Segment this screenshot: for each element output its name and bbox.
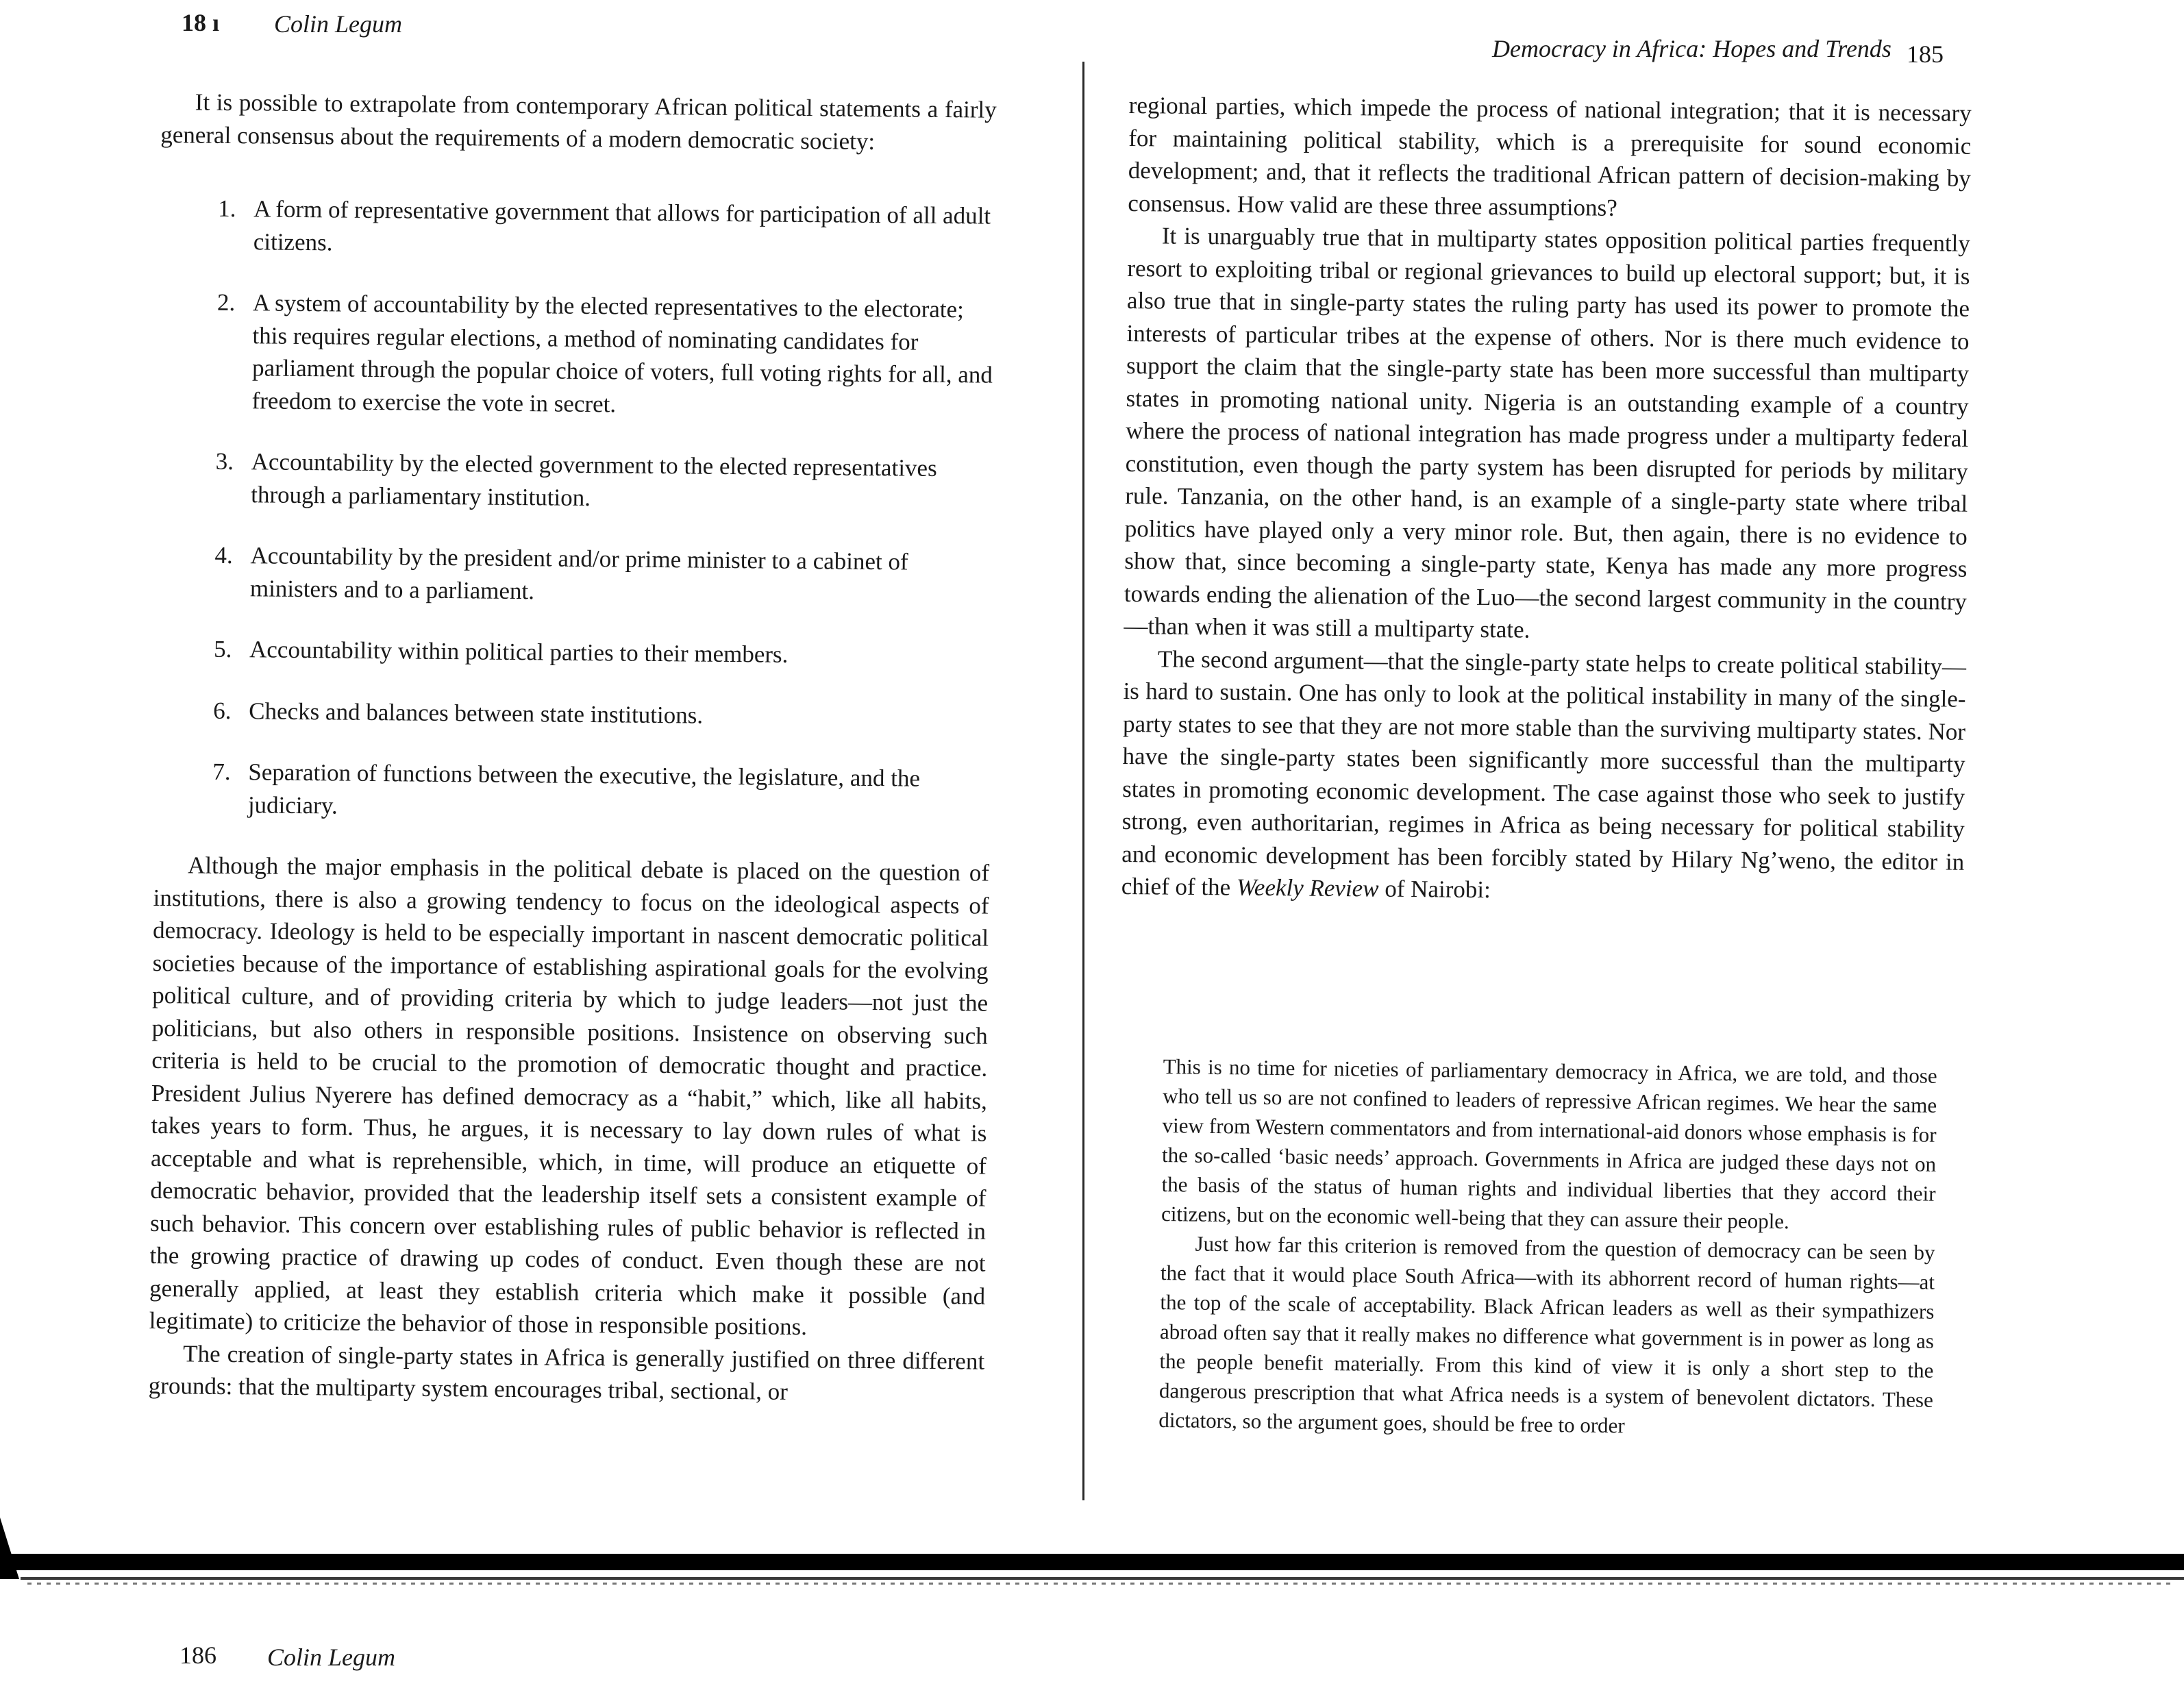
list-item xyxy=(216,286,995,424)
list-item-text: Accountability by the president and/or prime minister to a cabinet of ministers and to a parliament. xyxy=(249,542,908,604)
list-item xyxy=(214,633,991,673)
list-item xyxy=(213,694,991,734)
list-item-number: 6. xyxy=(213,697,232,724)
body-paragraph: It is unarguably true that in multiparty states opposition political parties frequently resort to exploiting tribal or regional grievances to build up electoral support; but, it is also true that in single-party states the ruling party has used its power to promote the interests of particular tribes at the expense of others. Nor is there much evidence to support the claim that the single-party state has been more successful than multiparty states in promoting national unity. Nigeria is an outstanding example of a country where the process of national integration has made progress under a multiparty federal constitution, even though the party system has been disrupted for periods by military rule. Tanzania, on the other hand, is an example of a single-party state where tribal politics have played only a very minor role. But, then again, there is no evidence to show that, since becoming a single-party state, Kenya has made any more progress towards ending the alienation of the Luo—the second largest community in the country—than when it was still a multiparty state. xyxy=(1124,222,1971,643)
right-page-number: 185 xyxy=(1907,40,1944,68)
page-edge-dots xyxy=(27,1583,2170,1585)
right-page xyxy=(1088,0,2184,1686)
list-item xyxy=(215,445,993,518)
body-paragraph: regional parties, which impede the process of national integration; that it is necessary for maintaining political stability, which is a prerequisite for sound economic development; and, that it reflects the traditional African pattern of decision-making by consensus. How valid are these three assumptions? xyxy=(1128,91,1972,221)
intro-paragraph: It is possible to extrapolate from contemporary African political statements a fairly general consensus about the requirements of a modern democratic society: xyxy=(160,88,997,155)
list-item-text: A system of accountability by the elected representatives to the electorate; this requires regular elections, a method of nominating candidates for parliament through the popular choice of voters, full voting rights for all, and freedom to exercise the vote in secret. xyxy=(251,289,993,417)
publication-title: Weekly Review xyxy=(1236,873,1379,902)
requirements-list xyxy=(154,192,996,828)
list-item-text: Checks and balances between state institutions. xyxy=(249,697,704,729)
list-item xyxy=(218,193,996,265)
block-quote xyxy=(1158,1052,1937,1444)
list-item-number: 5. xyxy=(213,635,232,663)
page-edge-band xyxy=(0,1554,2184,1570)
list-item-text: A form of representative government that allows for participation of all adult citizens. xyxy=(253,195,991,256)
left-page-number: 18 ı xyxy=(182,9,220,36)
book-spine xyxy=(1082,62,1084,1500)
list-item-number: 1. xyxy=(218,195,236,223)
list-item-number: 2. xyxy=(216,288,236,317)
body-paragraph: Although the major emphasis in the political debate is placed on the question of institutions, there is also a growing tendency to focus on the ideological aspects of democracy. Ideology is held to be especially important in nascent democratic political societies because of the importance of establishing aspirational goals for the evolving political culture, and of providing criteria by which to judge leaders—not just the politicians, but also others in responsible positions. Insistence on observing such criteria is held to be crucial to the promotion of democratic thought and practice. President Julius Nyerere has defined democracy as a “habit,” which, like all habits, takes years to form. Thus, he argues, it is necessary to lay down rules of what is acceptable and what is reprehensible, which, in time, will produce an etiquette of democratic behavior, provided that the leadership itself sets a consistent example of such behavior. This concern over establishing rules of public behavior is reflected in the growing practice of drawing up codes of conduct. Even though these are not generally applied, at least they establish criteria which make it possible (and legitimate) to criticize the behavior of those in responsible positions. xyxy=(149,852,990,1341)
right-running-head: Democracy in Africa: Hopes and Trends xyxy=(1492,35,1891,62)
left-page xyxy=(0,0,1079,1686)
left-page-body xyxy=(149,86,997,1410)
quote-paragraph: This is no time for niceties of parliamentary democracy in Africa, we are told, and those who tell us so are not confined to leaders of repressive African regimes. We hear the same view from Western commentators and from international-aid donors whose emphasis is for the so-called ‘basic needs’ approach. Governments in Africa are judged these days not on the basis of the status of human rights and individual liberties that they accord their citizens, but on the economic well-being that they can assure their people. xyxy=(1161,1054,1937,1234)
book-edge xyxy=(0,1554,2184,1609)
list-item-text: Separation of functions between the executive, the legislature, and the judiciary. xyxy=(247,758,921,819)
quote-paragraph: Just how far this criterion is removed from the question of democracy can be seen by the fact that it would place South Africa—with its abhorrent record of human rights—at the top of the scale of acceptability. Black African leaders as well as their sympathizers abroad often say that it really makes no difference what government is in power as long as the people benefit materially. From this kind of view it is only a short step to the dangerous prescription that what Africa needs is a system of benevolent dictators. These dictators, so the argument goes, should be free to order xyxy=(1158,1231,1935,1438)
list-item-text: Accountability within political parties to their members. xyxy=(249,636,789,668)
body-paragraph xyxy=(1121,642,1967,910)
list-item xyxy=(214,539,993,612)
next-page-number: 186 xyxy=(179,1641,216,1669)
paragraph-text: of Nairobi: xyxy=(1378,875,1491,904)
right-page-body xyxy=(1121,89,1972,910)
list-item xyxy=(212,756,991,828)
list-item-text: Accountability by the elected government to the elected representatives through a parliamentary institution. xyxy=(251,448,937,511)
left-running-head: Colin Legum xyxy=(274,10,403,38)
list-item-number: 4. xyxy=(214,541,233,569)
list-item-number: 7. xyxy=(212,758,231,786)
body-paragraph: The creation of single-party states in Africa is generally justified on three different grounds: that the multiparty system encourages tribal, sectional, or xyxy=(148,1339,985,1405)
page-edge-line xyxy=(21,1577,2184,1580)
paragraph-text: The second argument—that the single-party state helps to create political stability—is hard to sustain. One has only to look at the political instability in many of the single-party states to see that they are not more stable than the surviving multiparty states. Nor have the single-party states been significantly more successful than the multiparty states in promoting economic development. The case against those who seek to justify strong, even authoritarian, regimes in Africa as being necessary for political stability and economic development has been forcibly stated by Hilary Ng’weno, the editor in chief of the xyxy=(1121,645,1967,901)
next-running-head: Colin Legum xyxy=(267,1644,396,1671)
list-item-number: 3. xyxy=(215,447,234,475)
